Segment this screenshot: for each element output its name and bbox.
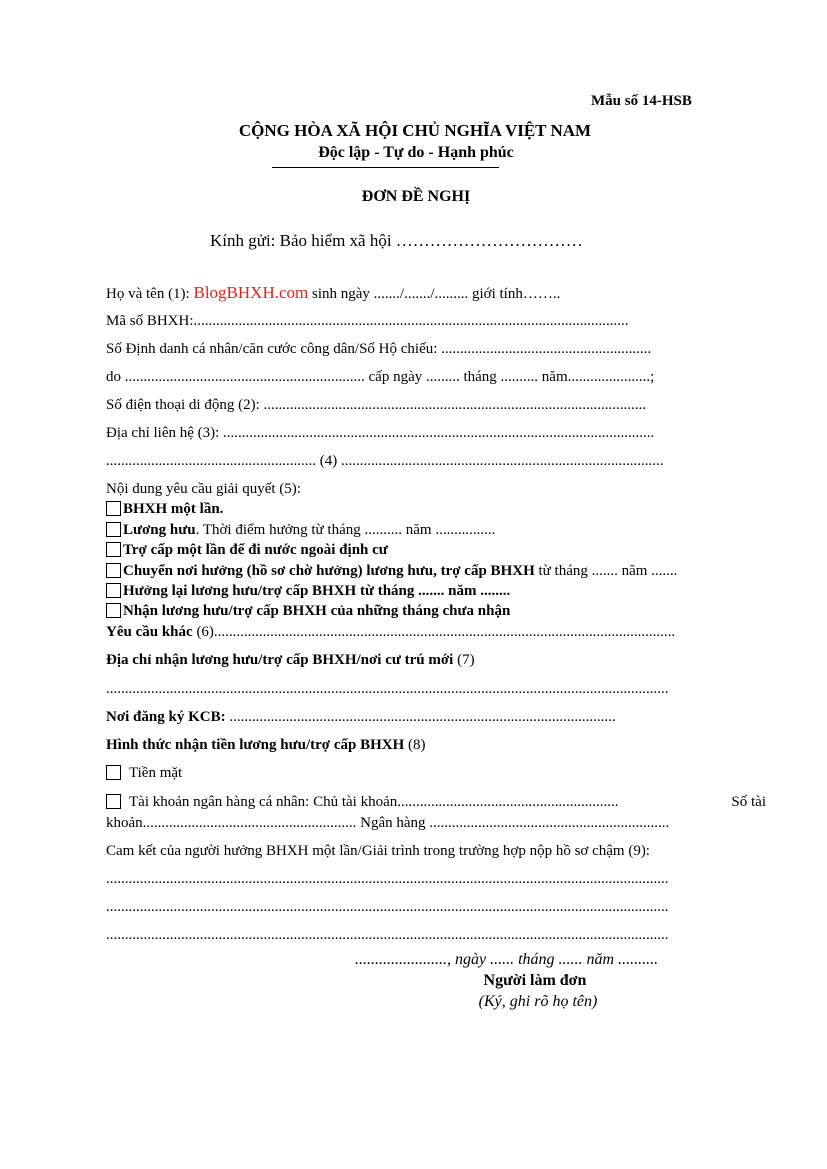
country-heading: CỘNG HÒA XÃ HỘI CHỦ NGHĨA VIỆT NAM [238,121,592,140]
commitment-dots: ...................................................................................................................................................... [106,899,669,915]
other-request-row: Yêu cầu khác (6)........................................................................................................................... [106,624,676,640]
signature-date: ......................., ngày ...... tháng ...... năm .......... [355,951,659,968]
checkbox[interactable] [106,603,121,618]
request-item[interactable]: BHXH một lần. [106,501,223,518]
checkbox[interactable] [106,542,121,557]
issued-by-row: do ................................................................ cấp ngày ......... tháng .......... năm......................; [106,369,655,385]
checkbox[interactable] [106,794,121,809]
request-item[interactable]: Chuyển nơi hưởng (hồ sơ chờ hưởng) lương hưu, trợ cấp BHXH từ tháng ....... năm ....... [106,563,677,580]
bank-account-row: khoản......................................................... Ngân hàng ................................................................ [106,815,670,831]
address-row: Địa chỉ liên hệ (3): ................................................................................................................... [106,425,655,441]
request-item[interactable]: Lương hưu. Thời điểm hưởng từ tháng .......... năm ................ [106,522,495,539]
request-item[interactable]: Trợ cấp một lần để đi nước ngoài định cư [106,542,388,559]
checkbox[interactable] [106,501,121,516]
name-label: Họ và tên (1): [106,286,190,302]
checkbox[interactable] [106,583,121,598]
phone-row: Số điện thoại di động (2): ...................................................................................................... [106,397,646,413]
motto: Độc lập - Tự do - Hạnh phúc [318,144,514,161]
signature-note: (Ký, ghi rõ họ tên) [478,993,598,1010]
commitment-dots: ...................................................................................................................................................... [106,871,669,887]
form-code: Mẫu số 14-HSB [591,93,692,109]
dob-gender: sinh ngày ......./......./......... giới tính…….. [311,286,561,302]
bhxh-number-row: Mã số BHXH:.................................................................................................................... [106,313,629,329]
payment-option-bank[interactable]: Tài khoản ngân hàng cá nhân: Chủ tài khoản........................................................... Số tài [106,794,766,811]
payment-label: Hình thức nhận tiền lương hưu/trợ cấp BHXH (8) [106,737,426,753]
checkbox[interactable] [106,522,121,537]
motto-underline [272,167,499,168]
name-row [106,283,560,303]
request-item[interactable]: Nhận lương hưu/trợ cấp BHXH của những tháng chưa nhận [106,603,510,620]
id-number-row: Số Định danh cá nhân/căn cước công dân/Số Hộ chiếu: ........................................................ [106,341,652,357]
commitment-dots: ...................................................................................................................................................... [106,927,669,943]
request-item[interactable]: Hưởng lại lương hưu/trợ cấp BHXH từ tháng ....... năm ........ [106,583,510,600]
checkbox[interactable] [106,563,121,578]
signature-role: Người làm đơn [483,972,587,989]
payment-option-cash[interactable]: Tiền mặt [106,765,182,782]
kcb-row: Nơi đăng ký KCB: ....................................................................................................... [106,709,616,725]
name-value: BlogBHXH.com [193,283,309,302]
request-label: Nội dung yêu cầu giải quyết (5): [106,481,301,497]
form-title: ĐƠN ĐỀ NGHỊ [361,188,471,205]
receive-address-label: Địa chỉ nhận lương hưu/trợ cấp BHXH/nơi cư trú mới (7) [106,652,475,668]
address-continued-row: ........................................................ (4) ...................................................................................... [106,453,664,469]
commitment-label: Cam kết của người hưởng BHXH một lần/Giải trình trong trường hợp nộp hồ sơ chậm (9): [106,843,650,859]
receive-address-dots: ...................................................................................................................................................... [106,681,669,697]
checkbox[interactable] [106,765,121,780]
addressee: Kính gửi: Bảo hiểm xã hội …………………………… [210,231,583,250]
